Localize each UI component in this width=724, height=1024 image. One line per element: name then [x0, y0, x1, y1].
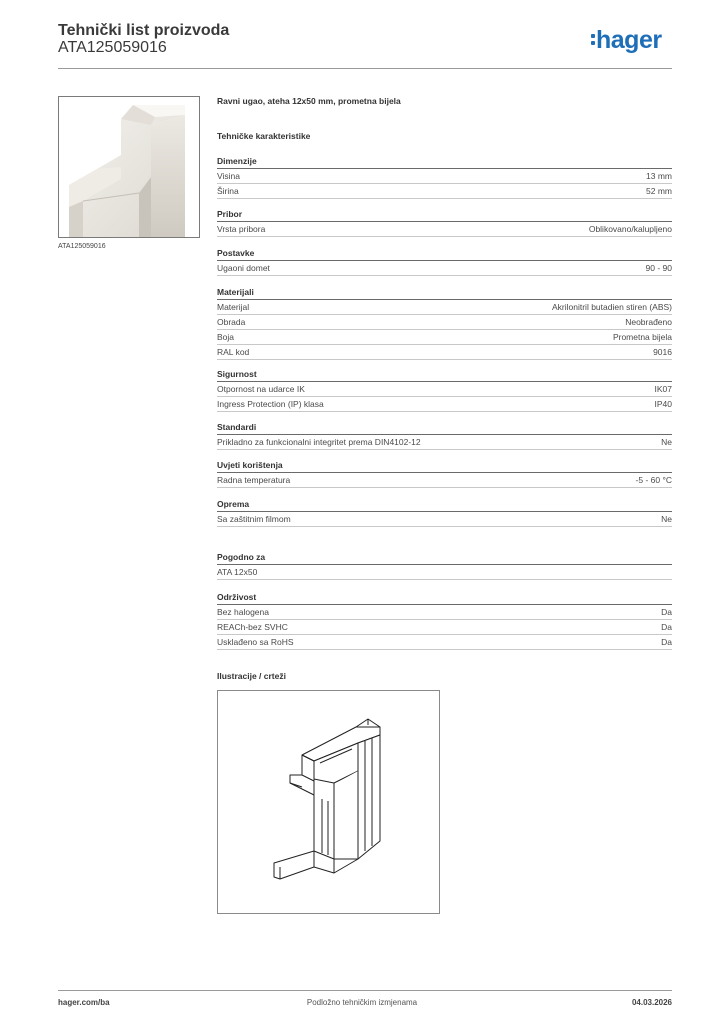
spec-label: Materijal [217, 302, 250, 312]
spec-row [217, 605, 672, 620]
spec-row [217, 397, 672, 412]
spec-value: IP40 [654, 399, 672, 409]
spec-label: Ugaoni domet [217, 263, 270, 273]
spec-label: ATA 12x50 [217, 567, 258, 577]
spec-label: REACh-bez SVHC [217, 622, 288, 632]
section-oprema [217, 498, 672, 527]
section-title: Održivost [217, 592, 257, 602]
footer-date: 04.03.2026 [631, 998, 672, 1007]
tech-heading: Tehničke karakteristike [217, 131, 311, 141]
spec-row [217, 620, 672, 635]
spec-value: Da [661, 622, 672, 632]
spec-label: Sa zaštitnim filmom [217, 514, 291, 524]
section-title: Pribor [217, 209, 243, 219]
spec-label: Radna temperatura [217, 475, 291, 485]
spec-row [217, 315, 672, 330]
spec-label: Bez halogena [217, 607, 269, 617]
product-code: ATA125059016 [58, 39, 167, 56]
spec-value: Akrilonitril butadien stiren (ABS) [552, 302, 672, 312]
hager-logo [591, 26, 662, 54]
section-title: Uvjeti korištenja [217, 460, 283, 470]
section-pogodno-za [217, 551, 672, 580]
spec-label: Vrsta pribora [217, 224, 266, 234]
photo-caption: ATA125059016 [58, 243, 106, 250]
footer-disclaimer: Podložno tehničkim izmjenama [306, 998, 418, 1007]
page-title: Tehnički list proizvoda [58, 22, 230, 39]
spec-value: Da [661, 607, 672, 617]
section-title: Sigurnost [217, 369, 257, 379]
spec-row [217, 512, 672, 527]
footer-website: hager.com/ba [58, 998, 110, 1007]
spec-label: Visina [217, 171, 240, 181]
spec-row [217, 330, 672, 345]
spec-row [217, 435, 672, 450]
spec-row [217, 222, 672, 237]
section-postavke [217, 247, 672, 276]
spec-label: Prikladno za funkcionalni integritet prema DIN4102-12 [217, 437, 421, 447]
spec-value: 13 mm [646, 171, 672, 181]
spec-row [217, 473, 672, 488]
spec-row [217, 345, 672, 360]
logo-text: hager [596, 26, 662, 54]
illustrations-heading: Ilustracije / crteži [217, 671, 286, 681]
spec-value: -5 - 60 °C [635, 475, 672, 485]
spec-label: Obrada [217, 317, 246, 327]
spec-label: Boja [217, 332, 235, 342]
spec-label: RAL kod [217, 347, 250, 357]
technical-drawing-image [218, 691, 439, 913]
section-title: Postavke [217, 248, 255, 258]
spec-row [217, 382, 672, 397]
logo-dots-icon [591, 26, 596, 50]
spec-label: Otpornost na udarce IK [217, 384, 305, 394]
section-odrzivost [217, 591, 672, 650]
footer-divider [58, 990, 672, 991]
product-title: Ravni ugao, ateha 12x50 mm, prometna bijela [217, 96, 401, 106]
spec-value: Da [661, 637, 672, 647]
spec-value: Neobrađeno [625, 317, 672, 327]
product-photo-image [59, 97, 199, 237]
spec-value: 90 - 90 [645, 263, 672, 273]
spec-value: 9016 [653, 347, 672, 357]
spec-value: Ne [661, 514, 672, 524]
technical-drawing [217, 690, 440, 914]
spec-value: IK07 [654, 384, 672, 394]
spec-row [217, 635, 672, 650]
spec-value: Oblikovano/kalupljeno [588, 224, 672, 234]
section-title: Standardi [217, 422, 257, 432]
section-sigurnost [217, 368, 672, 412]
spec-row [217, 169, 672, 184]
spec-label: Širina [217, 186, 239, 196]
product-photo [58, 96, 200, 238]
section-standardi [217, 421, 672, 450]
spec-row [217, 261, 672, 276]
spec-value: 52 mm [646, 186, 672, 196]
section-title: Materijali [217, 287, 254, 297]
section-title: Oprema [217, 499, 250, 509]
section-title: Pogodno za [217, 552, 266, 562]
spec-row [217, 300, 672, 315]
spec-value: Prometna bijela [612, 332, 672, 342]
spec-value: Ne [661, 437, 672, 447]
section-materijali [217, 286, 672, 360]
section-dimenzije [217, 155, 672, 199]
spec-row [217, 184, 672, 199]
spec-row [217, 565, 672, 580]
spec-label: Ingress Protection (IP) klasa [217, 399, 324, 409]
section-title: Dimenzije [217, 156, 257, 166]
section-pribor [217, 208, 672, 237]
header-divider [58, 68, 672, 69]
spec-label: Usklađeno sa RoHS [217, 637, 294, 647]
section-uvjeti-koristenja [217, 459, 672, 488]
